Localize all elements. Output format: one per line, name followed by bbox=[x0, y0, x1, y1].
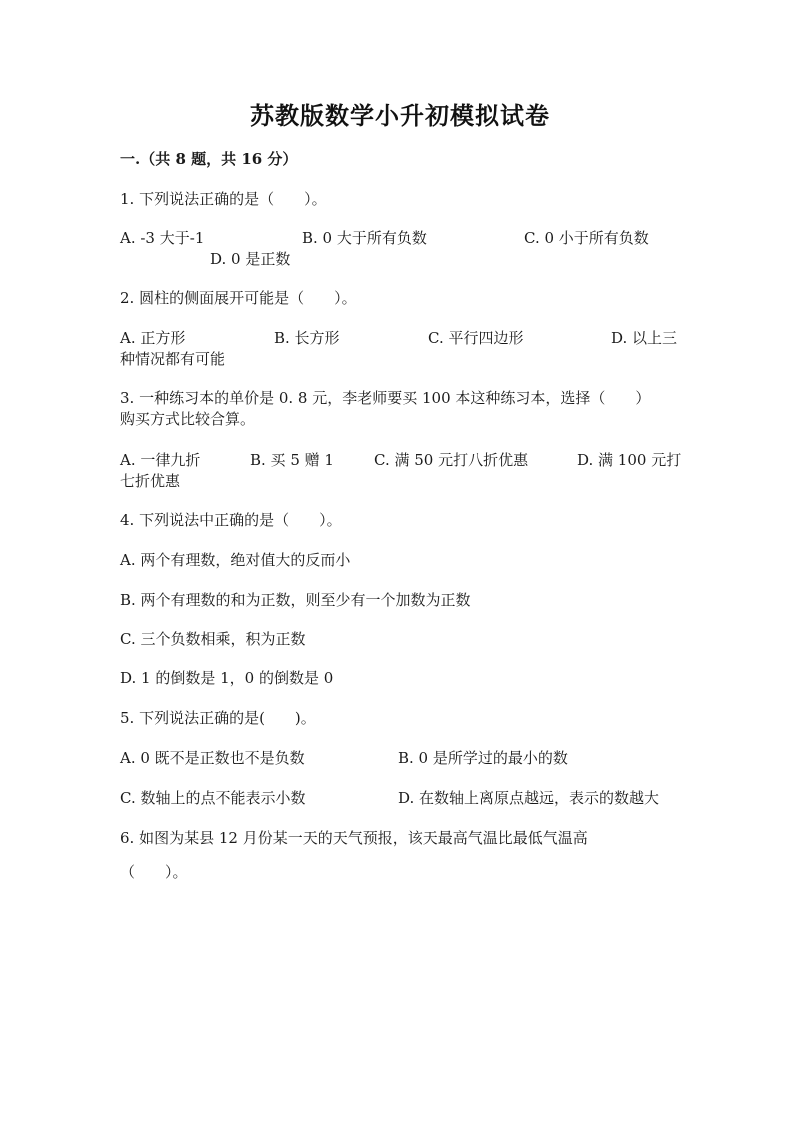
question-3-stem-line1: 3. 一种练习本的单价是 0. 8 元，李老师要买 100 本这种练习本，选择（ ） bbox=[120, 389, 651, 407]
question-5-option-b[interactable]: B. 0 是所学过的最小的数 bbox=[398, 749, 568, 767]
question-5-stem: 5. 下列说法正确的是( )。 bbox=[120, 709, 316, 727]
question-2-option-d[interactable]: D. 以上三 bbox=[611, 329, 678, 347]
question-1-stem: 1. 下列说法正确的是（ ）。 bbox=[120, 190, 327, 208]
question-4-option-b[interactable]: B. 两个有理数的和为正数，则至少有一个加数为正数 bbox=[120, 591, 471, 609]
question-2-option-a[interactable]: A. 正方形 bbox=[120, 329, 186, 347]
question-1-option-d[interactable]: D. 0 是正数 bbox=[210, 250, 291, 268]
question-3-option-a[interactable]: A. 一律九折 bbox=[120, 451, 201, 469]
question-1-option-c[interactable]: C. 0 小于所有负数 bbox=[524, 229, 649, 247]
exam-title: 苏教版数学小升初模拟试卷 bbox=[250, 101, 550, 130]
question-5-option-a[interactable]: A. 0 既不是正数也不是负数 bbox=[120, 749, 305, 767]
question-2-option-c[interactable]: C. 平行四边形 bbox=[428, 329, 524, 347]
question-4-stem: 4. 下列说法中正确的是（ ）。 bbox=[120, 511, 342, 529]
question-4-option-a[interactable]: A. 两个有理数，绝对值大的反而小 bbox=[120, 551, 351, 569]
question-3-option-c[interactable]: C. 满 50 元打八折优惠 bbox=[374, 451, 529, 469]
question-3-stem-line2: 购买方式比较合算。 bbox=[120, 410, 256, 428]
question-1-option-a[interactable]: A. -3 大于-1 bbox=[120, 229, 205, 247]
section-header: 一.（共 8 题，共 16 分） bbox=[120, 150, 298, 168]
question-4-option-d[interactable]: D. 1 的倒数是 1，0 的倒数是 0 bbox=[120, 669, 334, 687]
question-3-option-d[interactable]: D. 满 100 元打 bbox=[577, 451, 682, 469]
question-6-stem-line1: 6. 如图为某县 12 月份某一天的天气预报，该天最高气温比最低气温高 bbox=[120, 829, 588, 847]
question-5-option-d[interactable]: D. 在数轴上离原点越远，表示的数越大 bbox=[398, 789, 660, 807]
question-5-option-c[interactable]: C. 数轴上的点不能表示小数 bbox=[120, 789, 306, 807]
question-2-stem: 2. 圆柱的侧面展开可能是（ ）。 bbox=[120, 289, 357, 307]
question-2-option-d-cont: 种情况都有可能 bbox=[120, 350, 226, 368]
question-4-option-c[interactable]: C. 三个负数相乘，积为正数 bbox=[120, 630, 306, 648]
question-3-option-b[interactable]: B. 买 5 赠 1 bbox=[250, 451, 334, 469]
question-3-option-d-cont: 七折优惠 bbox=[120, 472, 181, 490]
question-6-stem-line2: （ ）。 bbox=[120, 863, 188, 881]
question-2-option-b[interactable]: B. 长方形 bbox=[274, 329, 340, 347]
question-1-option-b[interactable]: B. 0 大于所有负数 bbox=[302, 229, 427, 247]
